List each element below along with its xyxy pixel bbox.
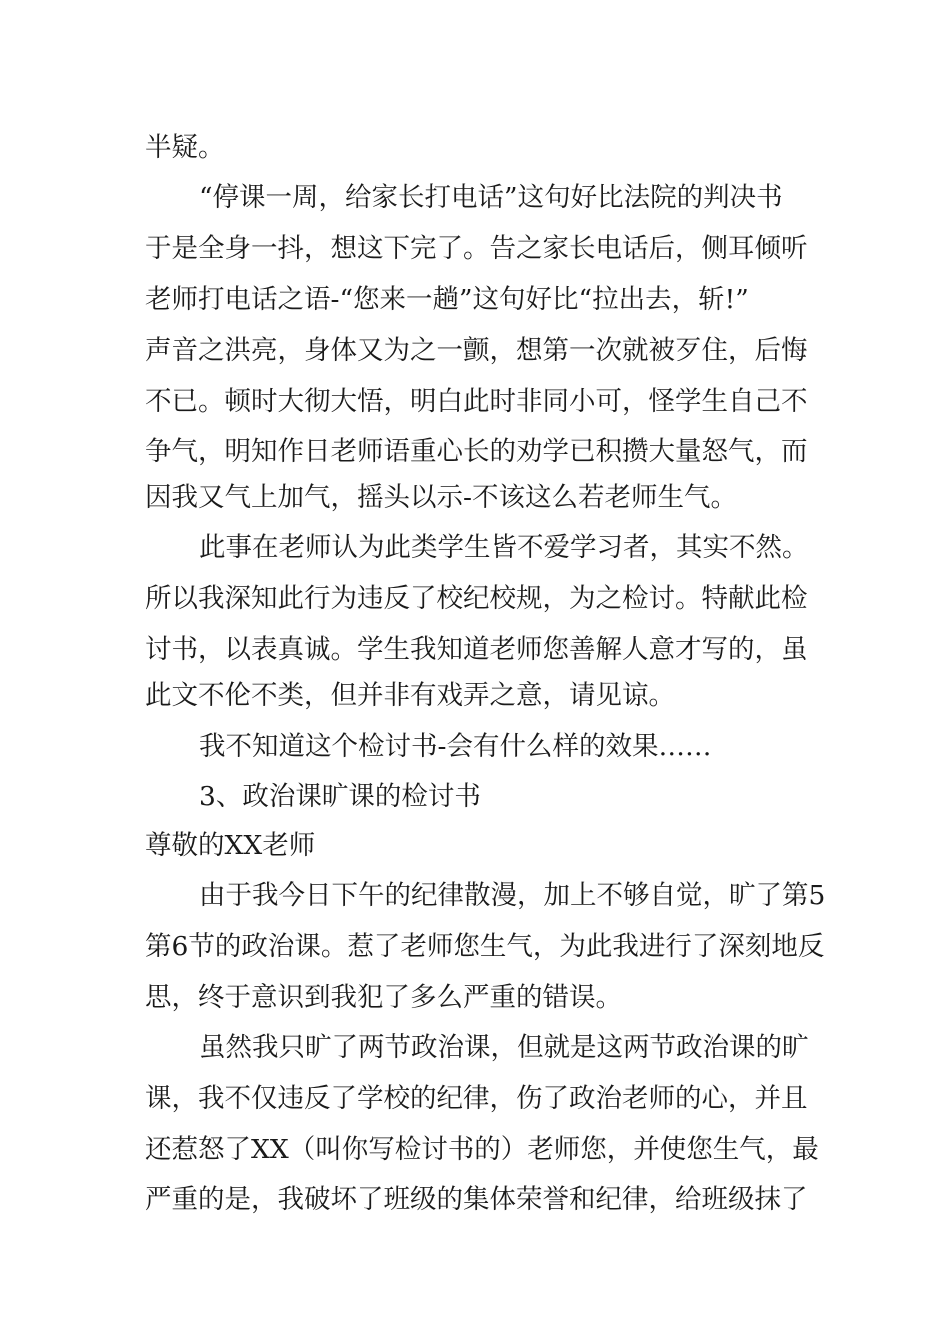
text-line: 我不知道这个检讨书-会有什么样的效果…… — [199, 731, 712, 762]
text-line: 还惹怒了XX（叫你写检讨书的）老师您，并使您生气，最 — [145, 1134, 819, 1165]
text-line: 争气，明知作日老师语重心长的劝学已积攒大量怒气，而 — [145, 436, 808, 467]
text-line: 第6节的政治课。惹了老师您生气，为此我进行了深刻地反 — [145, 931, 825, 962]
text-line: 声音之洪亮，身体又为之一颤，想第一次就被歹住，后悔 — [145, 335, 808, 366]
text-line: 所以我深知此行为违反了校纪校规，为之检讨。特献此检 — [145, 583, 808, 614]
text-line: 此事在老师认为此类学生皆不爱学习者，其实不然。 — [199, 532, 809, 563]
text-line: 于是全身一抖，想这下完了。告之家长电话后，侧耳倾听 — [145, 233, 808, 264]
text-line: “停课一周，给家长打电话”这句好比法院的判决书 — [199, 182, 783, 213]
text-line: 虽然我只旷了两节政治课，但就是这两节政治课的旷 — [199, 1032, 809, 1063]
text-line: 由于我今日下午的纪律散漫，加上不够自觉，旷了第5 — [199, 880, 826, 911]
text-line: 讨书，以表真诚。学生我知道老师您善解人意才写的，虽 — [145, 634, 808, 665]
text-line: 严重的是，我破坏了班级的集体荣誉和纪律，给班级抹了 — [145, 1184, 808, 1215]
text-line: 老师打电话之语-“您来一趟”这句好比“拉出去，斩!” — [145, 284, 749, 315]
text-line: 不已。顿时大彻大悟，明白此时非同小可，怪学生自己不 — [145, 386, 808, 417]
text-line: 半疑。 — [145, 132, 225, 163]
text-line: 课，我不仅违反了学校的纪律，伤了政治老师的心，并且 — [145, 1083, 808, 1114]
text-line: 思，终于意识到我犯了多么严重的错误。 — [145, 982, 622, 1013]
text-line: 此文不伦不类，但并非有戏弄之意，请见谅。 — [145, 680, 675, 711]
section-heading: 3、政治课旷课的检讨书 — [199, 781, 481, 812]
salutation: 尊敬的XX老师 — [145, 830, 316, 861]
text-line: 因我又气上加气，摇头以示-不该这么若老师生气。 — [145, 482, 737, 513]
